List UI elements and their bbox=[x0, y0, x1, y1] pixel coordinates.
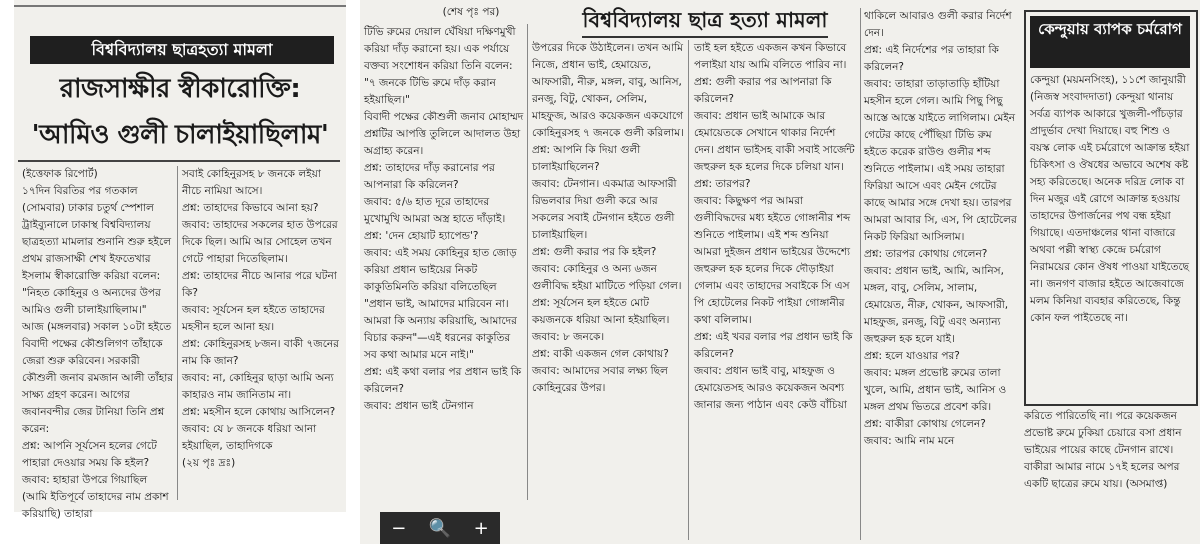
column-text: (ইত্তেফাক রিপোর্ট) ১৭দিন বিরতির পর গতকাল (সোমবার) ঢাকার চতুর্থ স্পেশাল ট্রাইব্যুনালে ঢাকাস্থ বিশ্ববিদ্যালয় ছাত্রহত্যা মামলার শুনানি শুরু হইলে প্রথম রাজসাক্ষী শেখ ইফতেখার ইসলাম স্বীকারোক্তি করিয়া বলেন: "নিহত কোহিনুর ও অন্যদের উপর আমিও গুলী চালাইয়াছিলাম।" আজ (মঙ্গলবার) সকাল ১০টা হইতে বিবাদী পক্ষের কৌশুলিগণ তাঁহাকে জেরা শুরু করিবেন। সরকারী কৌশুলী জনাব রমজান আলী তাঁহার সাক্ষ্য গ্রহণ করেন। আগের জবানবন্দীর জের টানিয়া তিনি প্রশ্ন করেন: প্রশ্ন: আপনি সূর্যসেন হলের গেটে পাহারা দেওয়ার সময় কি হইল? জবাব: হাহারা উপরে গিয়াছিল (আমি ইতিপূর্বে তাহাদের নাম প্রকাশ করিয়াছি) তাহারা bbox=[22, 168, 174, 520]
box-article bbox=[1030, 72, 1193, 400]
box-text: কেন্দুয়া (ময়মনসিংহ), ১১শে জানুয়ারী (নিজস্ব সংবাদদাতা) কেন্দুয়া থানায় সর্বত্র ব্যাপক আকারে খুজলী-পাঁচড়ার প্রাদুর্ভাব দেখা দিয়াছে। বহু শিশু ও বয়স্ক লোক এই চর্মরোগে আক্রান্ত হইয়া চিকিৎসা ও ঔষধের অভাবে অশেষ কষ্ট সহ্য করিতেছে। অনেক দরিদ্র লোক বা দিন মজুর এই রোগে আক্রান্ত হওয়ায় তাহাদের উপার্জনের পথ বন্ধ হইয়া গিয়াছে। এতদাঞ্চলের থানা বাজারে অথবা পল্লী স্বাস্থ্য কেন্দ্রে চর্মরোগ নিরাময়ের কোন ঔষধ পাওয়া যাইতেছে না। জনগণ বাজার হইতে আজেবাজে মলম কিনিয়া ব্যবহার করিতেছে, কিন্তু কোন ফল পাইতেছে না। bbox=[1030, 74, 1193, 324]
column-text: সবাই কোহিনুরসহ ৮ জনকে লইয়া নীচে নামিয়া আসে। প্রশ্ন: তাহাদের কিভাবে আনা হয়? জবাব: তাহাদের সকলের হাত উপরের দিকে ছিল। আমি আর সোহেল তখন গেটে পাহারা দিতেছিলাম। প্রশ্ন: তাহাদের নীচে আনার পরে ঘটনা কি? জবাব: সূর্যসেন হল হইতে তাহাদের মহসীন হলে আনা হয়। প্রশ্ন: কোহিনুরসহ ৮জন। বাকী ৭জনের নাম কি জান? জবাব: না, কোহিনুর ছাড়া আমি অন্য কাহারও নাম জানিতাম না। প্রশ্ন: মহসীন হলে কোথায় আসিলেন? জবাব: যে ৮ জনকে ধরিয়া আনা হইয়াছিল, তাহাদিগকে (২য় পৃঃ দ্রঃ) bbox=[182, 168, 339, 469]
newspaper-clipping-right bbox=[360, 0, 1200, 544]
magnifier-icon[interactable]: 🔍 bbox=[428, 517, 452, 539]
top-border bbox=[14, 0, 346, 7]
column-text: টিভি রুমের দেয়াল ঘেঁষিয়া দক্ষিণমুখী করিয়া দাঁড় করানো হয়। এক পর্যায়ে বক্তব্য সংশোধন করিয়া তিনি বলেন: "৭ জনকে টিভি রুমে দাঁড় করান হইয়াছিল।" বিবাদী পক্ষের কৌশুলী জনাব মোহাম্মদ প্রশ্নটির আপত্তি তুলিলে আদালত উহা অগ্রাহ্য করেন। প্রশ্ন: তাহাদের দাঁড় করানোর পর আপনারা কি করিলেন? জবাব: ৫/৬ হাত দূরে তাহাদের মুখোমুখি আমরা অস্ত্র হাতে দাঁড়াই। প্রশ্ন: 'দেন হোয়াট হ্যাপেন্ড'? জবাব: এই সময় কোহিনুর হাত জোড় করিয়া প্রধান ভাইয়ের নিকট কাকুতিমিনতি করিয়া বলিতেছিল "প্রধান ভাই, আমাদের মারিবেন না। আমরা কি অন্যায় করিয়াছি, আমাদের বিচার করুন"—এই ধরনের কাকুতির সব কথা আমার মনে নাই।" প্রশ্ন: এই কথা বলার পর প্রধান ভাই কি করিলেন? জবাব: প্রধান ভাই টেনগান bbox=[364, 26, 524, 412]
newspaper-clipping-left bbox=[14, 0, 346, 520]
column-divider bbox=[177, 166, 178, 500]
story-column-5 bbox=[1024, 408, 1196, 540]
continuation-text: (শেষ পৃঃ পর) bbox=[442, 6, 500, 18]
article-column-2 bbox=[182, 166, 340, 506]
headline-rule bbox=[18, 160, 340, 162]
continuation-tag bbox=[366, 4, 576, 24]
column-text: করিতে পারিতেছি না। পরে কয়েকজন প্রভোষ্ট রুমে ঢুকিয়া চেয়ারে বসা প্রধান ভাইয়ের পায়ের কাছে টেনগান রাখে। বাকীরা আমার নামে ১৭ই হলের অপর একটি ছাত্রের রুমে যায়। (অসমাপ্ত) bbox=[1024, 410, 1185, 490]
story-column-1 bbox=[364, 24, 524, 500]
box-headline: কেন্দুয়ায় ব্যাপক চর্মরোগ bbox=[1030, 16, 1190, 68]
story-title: বিশ্ববিদ্যালয় ছাত্র হত্যা মামলা bbox=[582, 4, 828, 38]
zoom-out-button[interactable]: − bbox=[391, 517, 407, 539]
story-column-3 bbox=[694, 40, 856, 540]
column-divider bbox=[527, 24, 528, 500]
column-text: তাই হল হইতে একজন কখন কিভাবে পলাইয়া যায় আমি বলিতে পারিব না। প্রশ্ন: গুলী করার পর আপনারা কি করিলেন? জবাব: প্রধান ভাই আমাকে আর হেমায়েতকে সেখানে থাকার নির্দেশ দেন। প্রধান ভাইসহ বাকী সবাই সার্জেন্ট জহুরুল হক হলের দিকে চলিয়া যান। প্রশ্ন: তারপর? জবাব: কিছুক্ষণ পর আমরা গুলীবিদ্ধদের মধ্য হইতে গোঙ্গানীর শব্দ শুনিতে পাইলাম। এই শব্দ শুনিয়া আমরা দুইজন প্রধান ভাইয়ের উদ্দেশ্যে জহুরুল হক হলের দিকে দৌড়াইয়া গেলাম এবং তাহাদের সবাইকে সি এস পি হোটেলের নিকট পাইয়া গোঙ্গানীর কথা বলিলাম। প্রশ্ন: এই খবর বলার পর প্রধান ভাই কি করিলেন? জবাব: প্রধান ভাই বাবু, মাহফুজ ও হেমায়েতসহ আরও কয়েকজন অবশ্য জানার জন্য পাঠান এবং কেউ বাঁচিয়া bbox=[694, 42, 855, 411]
article-column-1 bbox=[22, 166, 174, 520]
zoom-toolbar bbox=[380, 512, 500, 544]
sidebar-news-box bbox=[1024, 10, 1198, 406]
main-headline: রাজসাক্ষীর স্বীকারোক্তি: 'আমিও গুলী চালাইয়াছিলাম' bbox=[31, 74, 329, 150]
column-divider bbox=[688, 40, 689, 540]
zoom-in-button[interactable]: + bbox=[473, 517, 489, 539]
kicker-banner: বিশ্ববিদ্যালয় ছাত্রহত্যা মামলা bbox=[30, 36, 334, 64]
column-text: থাকিলে আবারও গুলী করার নির্দেশ দেন। প্রশ্ন: এই নির্দেশের পর তাহারা কি করিলেন? জবাব: তাহারা তাড়াতাড়ি হাঁটিয়া মহসীন হলে গেল। আমি পিছু পিছু আস্তে আস্তে যাইতে লাগিলাম। মেইন গেটের কাছে পৌঁছিয়া টিভি রুম হইতে করেক রাউণ্ড গুলীর শব্দ শুনিতে পাইলাম। এই সময় তাহারা ফিরিয়া আসে এবং মেইন গেটের কাছে আমার সঙ্গে দেখা হয়। তারপর আমরা আবার সি, এস, পি হোটেলের নিকট ফিরিয়া আসিলাম। প্রশ্ন: তারপর কোথায় গেলেন? জবাব: প্রধান ভাই, আমি, আনিস, মঙ্গল, বাবু, সেলিম, সালাম, হেমায়েত, নীরু, খোকন, আফসারী, মাহফুজ, রনজু, বিটু এবং অন্যান্য জহুরুল হক হলে যাই। প্রশ্ন: হলে যাওয়ার পর? জবাব: মঙ্গল প্রভোষ্ট রুমের তালা খুলে, আমি, প্রধান ভাই, আনিস ও মঙ্গল প্রথম ভিতরে প্রবেশ করি। প্রশ্ন: বাকীরা কোথায় গেলেন? জবাব: আমি নাম মনে bbox=[864, 10, 1017, 447]
column-text: উপরের দিকে উঠাইলেন। তখন আমি নিজে, প্রধান ভাই, হেমায়েত, আফসারী, নীরু, মঙ্গল, বাবু, আনিস, রনজু, বিটু, খোকন, সেলিম, মাহফুজ, আরও কয়েকজন একযোগে কোহিনুরসহ ৭ জনকে গুলী করিলাম। প্রশ্ন: আপনি কি দিয়া গুলী চালাইয়াছিলেন? জবাব: টেনগান। একমাত্র আফসারী রিভলবার দিয়া গুলী করে আর সকলের সবাই টেনগান হইতে গুলী চালাইয়াছিল। প্রশ্ন: গুলী করার পর কি হইল? জবাব: কোহিনুর ও অন্য ৬জন গুলীবিদ্ধ হইয়া মাটিতে পড়িয়া গেল। প্রশ্ন: সূর্যসেন হল হইতে মোট কয়জনকে ধরিয়া আনা হইয়াছিল। জবাব: ৮ জনকে। প্রশ্ন: বাকী একজন গেল কোথায়? জবাব: আমাদের সবার লক্ষ্য ছিল কোহিনুরের উপর। bbox=[532, 42, 684, 394]
story-column-4 bbox=[864, 8, 1018, 540]
story-column-2 bbox=[532, 40, 684, 500]
column-divider bbox=[860, 8, 861, 540]
